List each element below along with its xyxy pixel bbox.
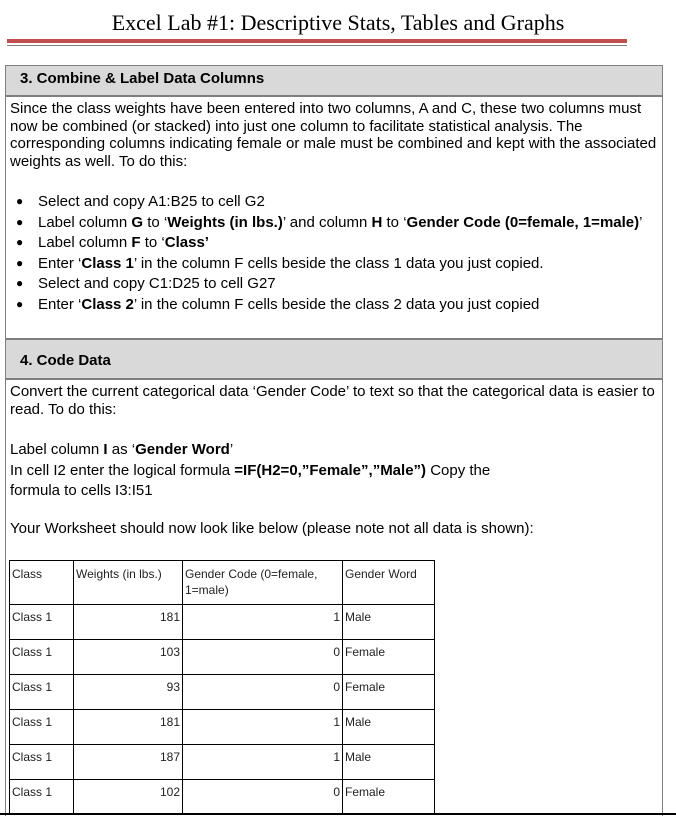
page-title: Excel Lab #1: Descriptive Stats, Tables and Graphs: [111, 10, 565, 35]
table-row: [10, 605, 435, 640]
table-cell: Class 1: [10, 605, 74, 640]
bold-text: Weights (in lbs.): [167, 213, 283, 231]
formula-instruction: [10, 462, 490, 480]
table-cell: 0: [183, 640, 343, 675]
bold-text: G: [131, 213, 144, 231]
bullet-icon: ●: [16, 276, 24, 290]
section3-body: [5, 96, 663, 339]
bullet-text: ’: [639, 213, 643, 231]
table-cell: Female: [343, 640, 435, 675]
instruction-text: ’: [229, 441, 234, 458]
section4-intro: Convert the current categorical data ‘Gender Code’ to text so that the categorical data is easier to read. To do this:: [10, 383, 655, 418]
bold-text: I: [103, 441, 108, 458]
bullet-icon: ●: [16, 194, 24, 208]
header-cell: Class: [10, 561, 74, 605]
section4-body: [5, 379, 663, 816]
table-row: [10, 745, 435, 780]
title-rule-thin: [7, 45, 627, 46]
bullet-text: Label column: [38, 213, 132, 231]
bullet-text: ’ in the column F cells beside the class 1 data you just copied.: [133, 254, 544, 272]
bold-text: Gender Code (0=female, 1=male): [406, 213, 640, 231]
table-cell: 102: [74, 780, 183, 815]
bullet-item: [10, 296, 650, 314]
table-cell: 1: [183, 710, 343, 745]
table-cell: 1: [183, 745, 343, 780]
label-instruction: [10, 441, 233, 459]
bullet-item: [10, 275, 650, 293]
bold-text: Gender Word: [135, 441, 230, 458]
bullet-text: Select and copy C1:D25 to cell G27: [38, 275, 276, 292]
section4-heading: 4. Code Data: [5, 339, 663, 379]
bullet-text: to ‘: [382, 213, 407, 231]
bullet-icon: ●: [16, 296, 24, 311]
table-cell: Class 1: [10, 675, 74, 710]
table-cell: Female: [343, 675, 435, 710]
table-cell: 93: [74, 675, 183, 710]
formula-instruction-cont: formula to cells I3:I51: [10, 482, 153, 499]
header-cell: Weights (in lbs.): [74, 561, 183, 605]
table-cell: Female: [343, 780, 435, 815]
worksheet-note: Your Worksheet should now look like below (please note not all data is shown):: [10, 520, 534, 537]
bullet-icon: ●: [16, 214, 24, 229]
bold-text: Class’: [164, 234, 209, 251]
table-cell: Male: [343, 605, 435, 640]
bullet-text: to ‘: [143, 213, 168, 231]
worksheet-table: [9, 560, 435, 815]
bullet-icon: ●: [16, 255, 24, 270]
table-cell: 187: [74, 745, 183, 780]
header-cell: Gender Code (0=female, 1=male): [183, 561, 343, 605]
bullet-item: [10, 214, 650, 232]
page-bottom-rule: [0, 813, 676, 815]
bullet-text: ’ in the column F cells beside the class 2 data you just copied: [133, 295, 540, 313]
table-cell: Class 1: [10, 745, 74, 780]
table-cell: 0: [183, 675, 343, 710]
section3-bullet-list: [10, 193, 650, 316]
table-row: [10, 675, 435, 710]
table-row: [10, 640, 435, 675]
table-row: [10, 780, 435, 815]
instruction-text: Label column: [10, 441, 104, 458]
table-header-row: [10, 561, 435, 605]
bullet-icon: ●: [16, 235, 24, 249]
table-cell: Male: [343, 710, 435, 745]
bold-text: Class 2: [81, 295, 134, 313]
bullet-item: [10, 255, 650, 273]
section3-intro: Since the class weights have been entered into two columns, A and C, these two columns must now be combined (or stacked) into just one column to facilitate statistical analysis. The corresponding columns indicating female or male must be combined and kept with the associated weights as well. To do this:: [10, 100, 657, 170]
section3-heading: 3. Combine & Label Data Columns: [5, 65, 663, 96]
table-cell: 181: [74, 605, 183, 640]
bullet-item: [10, 193, 650, 211]
bold-text: Class 1: [81, 254, 134, 272]
table-cell: 1: [183, 605, 343, 640]
table-cell: 0: [183, 780, 343, 815]
bullet-text: ’ and column: [282, 213, 372, 231]
bullet-text: Enter ‘: [38, 254, 82, 272]
bullet-text: to ‘: [140, 234, 165, 251]
header-cell: Gender Word: [343, 561, 435, 605]
table-cell: 103: [74, 640, 183, 675]
table-cell: Class 1: [10, 780, 74, 815]
bullet-text: Label column: [38, 234, 132, 251]
instruction-text: as ‘: [107, 441, 136, 458]
table-cell: Class 1: [10, 710, 74, 745]
bold-text: F: [131, 234, 141, 251]
instruction-text: Copy the: [426, 462, 491, 479]
table-cell: Class 1: [10, 640, 74, 675]
table-row: [10, 710, 435, 745]
bullet-text: Enter ‘: [38, 295, 82, 313]
table-cell: 181: [74, 710, 183, 745]
formula-text: =IF(H2=0,”Female”,”Male”): [234, 462, 427, 479]
table-cell: Male: [343, 745, 435, 780]
instruction-text: In cell I2 enter the logical formula: [10, 462, 235, 479]
title-rule: [7, 39, 627, 43]
bold-text: H: [371, 213, 383, 231]
bullet-item: [10, 234, 650, 252]
bullet-text: Select and copy A1:B25 to cell G2: [38, 193, 265, 210]
